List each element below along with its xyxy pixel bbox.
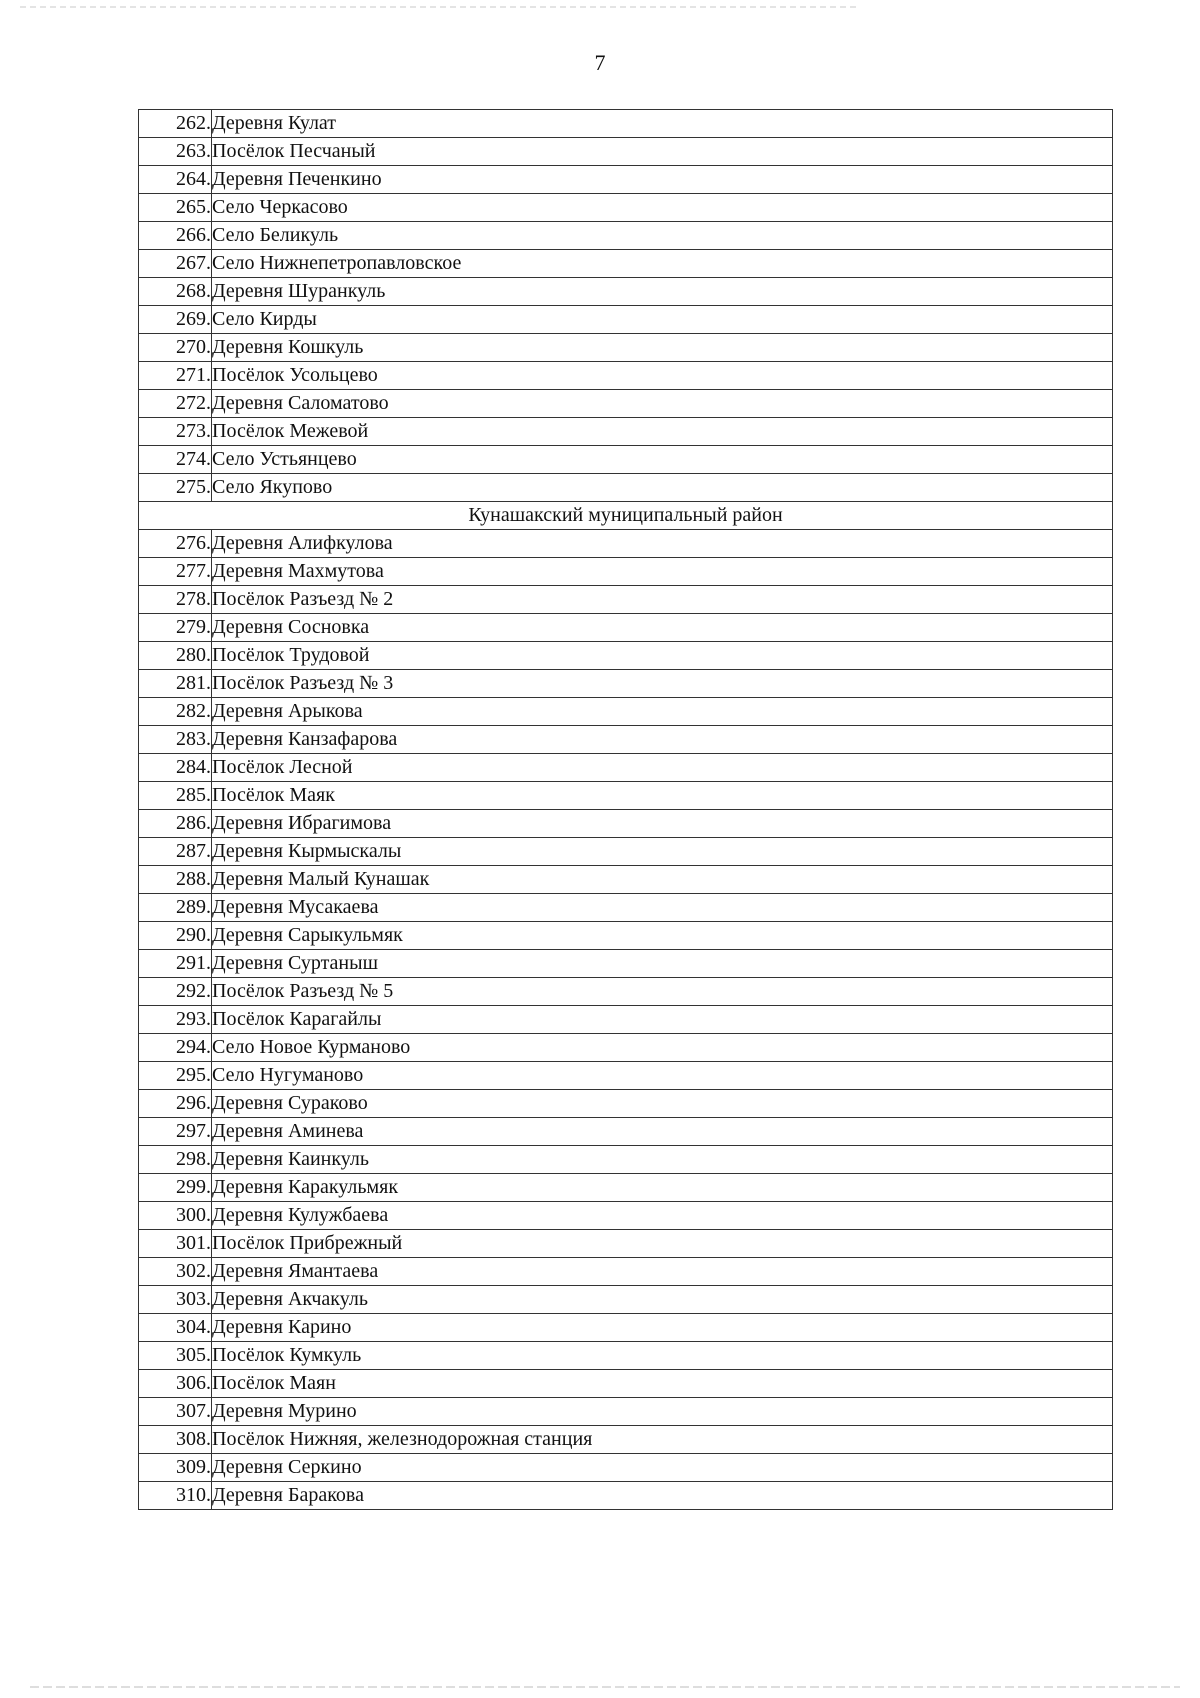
table-row <box>139 194 1113 222</box>
settlement-name: Посёлок Нижняя, железнодорожная станция <box>212 1426 1113 1454</box>
table-row <box>139 894 1113 922</box>
table-row <box>139 1482 1113 1510</box>
settlement-name: Деревня Шуранкуль <box>212 278 1113 306</box>
table-row <box>139 950 1113 978</box>
row-number: 291. <box>139 950 212 978</box>
row-number: 280. <box>139 642 212 670</box>
table-row <box>139 586 1113 614</box>
row-number: 273. <box>139 418 212 446</box>
row-number: 267. <box>139 250 212 278</box>
settlement-name: Деревня Канзафарова <box>212 726 1113 754</box>
settlement-name: Посёлок Прибрежный <box>212 1230 1113 1258</box>
row-number: 263. <box>139 138 212 166</box>
settlement-name: Посёлок Кумкуль <box>212 1342 1113 1370</box>
table-row <box>139 446 1113 474</box>
row-number: 274. <box>139 446 212 474</box>
settlement-name: Деревня Каинкуль <box>212 1146 1113 1174</box>
settlement-name: Деревня Сураково <box>212 1090 1113 1118</box>
table-row <box>139 1370 1113 1398</box>
table-row <box>139 782 1113 810</box>
row-number: 268. <box>139 278 212 306</box>
table-row <box>139 1454 1113 1482</box>
settlement-name: Деревня Алифкулова <box>212 530 1113 558</box>
settlement-name: Деревня Серкино <box>212 1454 1113 1482</box>
row-number: 305. <box>139 1342 212 1370</box>
row-number: 301. <box>139 1230 212 1258</box>
settlement-name: Деревня Сосновка <box>212 614 1113 642</box>
settlement-name: Деревня Аминева <box>212 1118 1113 1146</box>
table-row <box>139 642 1113 670</box>
row-number: 262. <box>139 110 212 138</box>
table-row <box>139 362 1113 390</box>
row-number: 303. <box>139 1286 212 1314</box>
table-row <box>139 1118 1113 1146</box>
settlement-name: Село Нугуманово <box>212 1062 1113 1090</box>
row-number: 308. <box>139 1426 212 1454</box>
row-number: 275. <box>139 474 212 502</box>
settlement-name: Посёлок Песчаный <box>212 138 1113 166</box>
table-row <box>139 1202 1113 1230</box>
table-row <box>139 1090 1113 1118</box>
row-number: 295. <box>139 1062 212 1090</box>
table-row <box>139 922 1113 950</box>
settlement-name: Деревня Ибрагимова <box>212 810 1113 838</box>
row-number: 307. <box>139 1398 212 1426</box>
table-row <box>139 138 1113 166</box>
settlement-name: Посёлок Усольцево <box>212 362 1113 390</box>
settlement-name: Посёлок Трудовой <box>212 642 1113 670</box>
table-row <box>139 614 1113 642</box>
table-row <box>139 1174 1113 1202</box>
table-row <box>139 390 1113 418</box>
table-row <box>139 1230 1113 1258</box>
table-row <box>139 670 1113 698</box>
settlement-name: Посёлок Разъезд № 3 <box>212 670 1113 698</box>
settlement-name: Деревня Кырмыскалы <box>212 838 1113 866</box>
table-row <box>139 250 1113 278</box>
settlement-name: Посёлок Карагайлы <box>212 1006 1113 1034</box>
settlement-name: Деревня Ямантаева <box>212 1258 1113 1286</box>
settlements-table <box>138 109 1113 1510</box>
row-number: 276. <box>139 530 212 558</box>
settlement-name: Село Кирды <box>212 306 1113 334</box>
row-number: 282. <box>139 698 212 726</box>
settlement-name: Деревня Кулат <box>212 110 1113 138</box>
row-number: 271. <box>139 362 212 390</box>
settlement-name: Деревня Сарыкульмяк <box>212 922 1113 950</box>
section-header-row <box>139 502 1113 530</box>
settlement-name: Деревня Малый Кунашак <box>212 866 1113 894</box>
table-row <box>139 334 1113 362</box>
table-row <box>139 1398 1113 1426</box>
table-row <box>139 306 1113 334</box>
settlement-name: Посёлок Межевой <box>212 418 1113 446</box>
settlement-name: Деревня Печенкино <box>212 166 1113 194</box>
table-row <box>139 726 1113 754</box>
row-number: 290. <box>139 922 212 950</box>
row-number: 306. <box>139 1370 212 1398</box>
table-row <box>139 1258 1113 1286</box>
settlement-name: Посёлок Разъезд № 2 <box>212 586 1113 614</box>
row-number: 264. <box>139 166 212 194</box>
row-number: 266. <box>139 222 212 250</box>
settlement-name: Деревня Махмутова <box>212 558 1113 586</box>
row-number: 310. <box>139 1482 212 1510</box>
settlement-name: Село Нижнепетропавловское <box>212 250 1113 278</box>
settlement-name: Село Новое Курманово <box>212 1034 1113 1062</box>
row-number: 296. <box>139 1090 212 1118</box>
settlement-name: Деревня Мурино <box>212 1398 1113 1426</box>
section-header: Кунашакский муниципальный район <box>139 502 1113 530</box>
settlement-name: Деревня Суртаныш <box>212 950 1113 978</box>
table-row <box>139 278 1113 306</box>
settlement-name: Село Устьянцево <box>212 446 1113 474</box>
settlement-name: Деревня Саломатово <box>212 390 1113 418</box>
page-number: 7 <box>594 50 606 75</box>
row-number: 265. <box>139 194 212 222</box>
table-row <box>139 474 1113 502</box>
row-number: 289. <box>139 894 212 922</box>
settlement-name: Село Якупово <box>212 474 1113 502</box>
settlement-name: Посёлок Лесной <box>212 754 1113 782</box>
settlement-name: Деревня Кулужбаева <box>212 1202 1113 1230</box>
row-number: 304. <box>139 1314 212 1342</box>
table-row <box>139 110 1113 138</box>
settlement-name: Деревня Кошкуль <box>212 334 1113 362</box>
settlement-name: Деревня Баракова <box>212 1482 1113 1510</box>
row-number: 283. <box>139 726 212 754</box>
row-number: 269. <box>139 306 212 334</box>
table-row <box>139 222 1113 250</box>
settlements-table-body <box>139 110 1113 1510</box>
table-row <box>139 418 1113 446</box>
row-number: 302. <box>139 1258 212 1286</box>
row-number: 309. <box>139 1454 212 1482</box>
table-row <box>139 1286 1113 1314</box>
row-number: 293. <box>139 1006 212 1034</box>
row-number: 278. <box>139 586 212 614</box>
row-number: 272. <box>139 390 212 418</box>
row-number: 270. <box>139 334 212 362</box>
row-number: 286. <box>139 810 212 838</box>
row-number: 300. <box>139 1202 212 1230</box>
table-row <box>139 698 1113 726</box>
table-row <box>139 1314 1113 1342</box>
settlement-name: Посёлок Маяк <box>212 782 1113 810</box>
table-row <box>139 810 1113 838</box>
table-row <box>139 166 1113 194</box>
settlement-name: Посёлок Маян <box>212 1370 1113 1398</box>
row-number: 277. <box>139 558 212 586</box>
table-row <box>139 1146 1113 1174</box>
scan-artifact-bottom <box>30 1686 1180 1688</box>
table-row <box>139 866 1113 894</box>
row-number: 297. <box>139 1118 212 1146</box>
row-number: 284. <box>139 754 212 782</box>
table-row <box>139 1426 1113 1454</box>
settlement-name: Село Черкасово <box>212 194 1113 222</box>
settlement-name: Деревня Карино <box>212 1314 1113 1342</box>
table-row <box>139 838 1113 866</box>
settlement-name: Деревня Арыкова <box>212 698 1113 726</box>
row-number: 292. <box>139 978 212 1006</box>
settlement-name: Село Беликуль <box>212 222 1113 250</box>
scan-artifact-top <box>20 6 860 8</box>
settlement-name: Посёлок Разъезд № 5 <box>212 978 1113 1006</box>
row-number: 285. <box>139 782 212 810</box>
row-number: 299. <box>139 1174 212 1202</box>
table-row <box>139 1034 1113 1062</box>
table-row <box>139 1342 1113 1370</box>
table-row <box>139 754 1113 782</box>
table-row <box>139 530 1113 558</box>
table-row <box>139 1006 1113 1034</box>
row-number: 298. <box>139 1146 212 1174</box>
table-row <box>139 978 1113 1006</box>
settlement-name: Деревня Акчакуль <box>212 1286 1113 1314</box>
row-number: 294. <box>139 1034 212 1062</box>
row-number: 281. <box>139 670 212 698</box>
settlement-name: Деревня Каракульмяк <box>212 1174 1113 1202</box>
row-number: 288. <box>139 866 212 894</box>
settlement-name: Деревня Мусакаева <box>212 894 1113 922</box>
row-number: 287. <box>139 838 212 866</box>
table-row <box>139 1062 1113 1090</box>
table-row <box>139 558 1113 586</box>
row-number: 279. <box>139 614 212 642</box>
